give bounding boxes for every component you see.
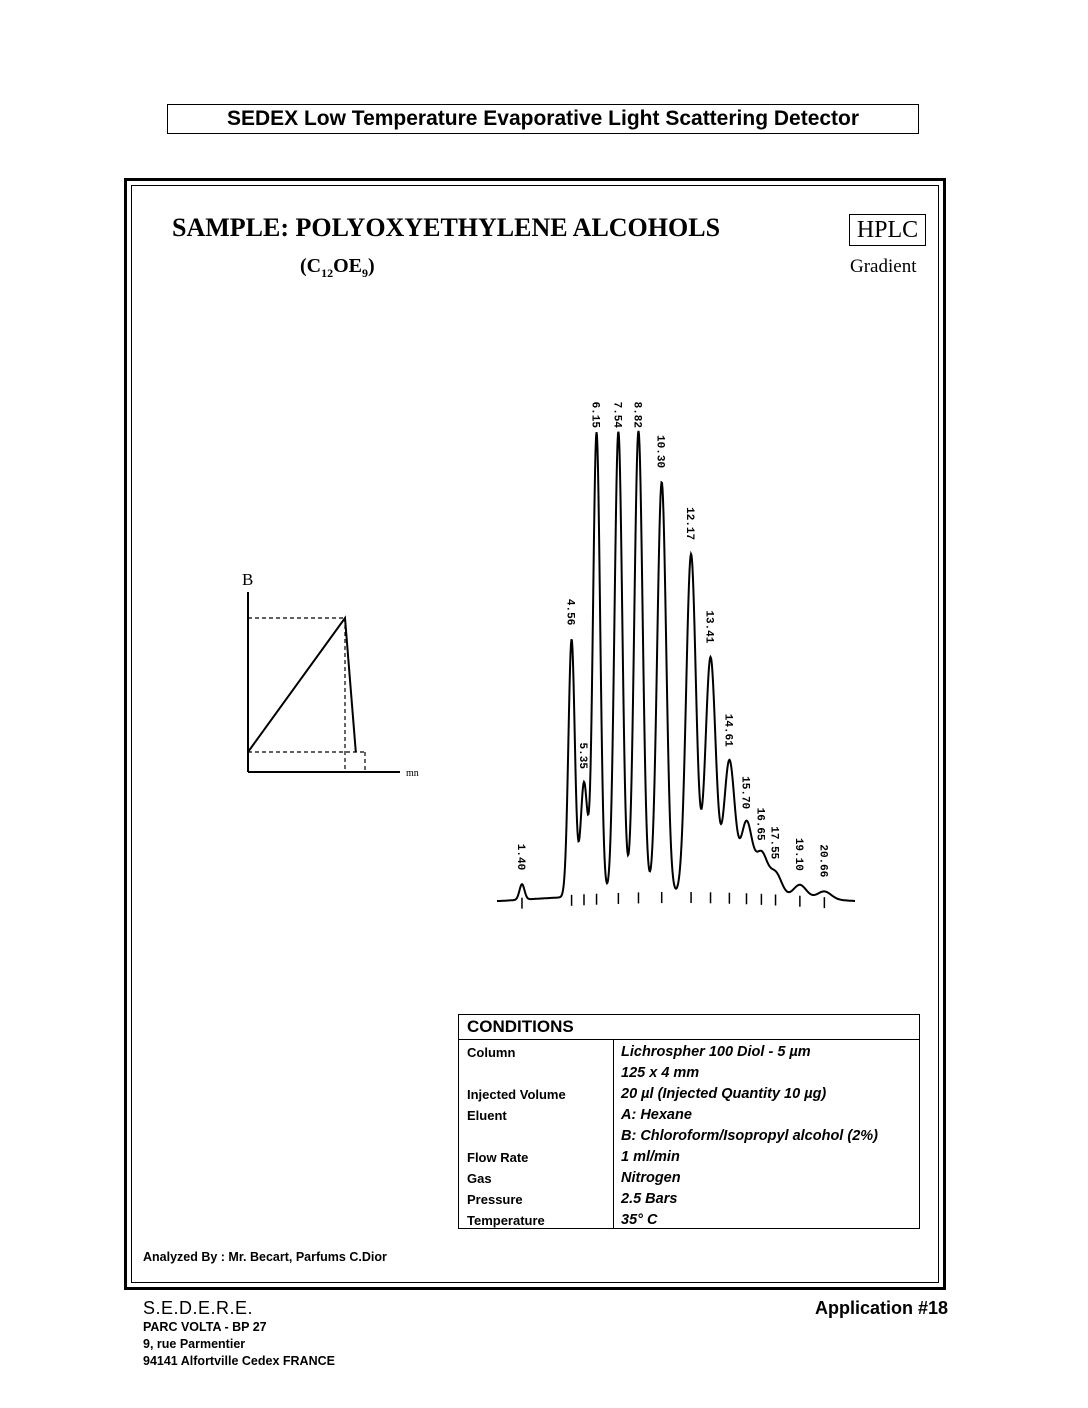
condition-label: Flow Rate	[467, 1150, 529, 1165]
condition-value: 125 x 4 mm	[621, 1065, 700, 1081]
condition-label: Eluent	[467, 1108, 507, 1123]
peak-retention-label: 4.56	[563, 598, 576, 626]
conditions-row	[459, 1147, 919, 1168]
condition-value: 2.5 Bars	[621, 1191, 678, 1207]
chromatogram-trace	[497, 431, 855, 901]
conditions-row	[459, 1210, 919, 1231]
sample-formula: $(C_{12}OE_9)$	[300, 255, 375, 280]
gradient-profile-line	[248, 618, 356, 752]
condition-value: Nitrogen	[621, 1170, 681, 1186]
condition-value: 1 ml/min	[621, 1149, 680, 1165]
condition-label: Injected Volume	[467, 1087, 566, 1102]
condition-value: B: Chloroform/Isopropyl alcohol (2%)	[621, 1128, 878, 1144]
condition-value: 20 µl (Injected Quantity 10 µg)	[621, 1086, 827, 1102]
peak-retention-label: 5.35	[575, 742, 588, 769]
application-number: Application #18	[814, 1298, 948, 1318]
gradient-mode-label: Gradient	[850, 256, 917, 277]
address-line: 9, rue Parmentier	[143, 1337, 246, 1351]
conditions-row	[459, 1105, 919, 1126]
peak-retention-label: 14.61	[721, 713, 734, 747]
gradient-y-axis-label: B	[242, 570, 254, 589]
conditions-row	[459, 1063, 919, 1084]
peak-retention-label: 6.15	[588, 401, 601, 428]
peak-retention-label: 15.70	[738, 776, 751, 810]
company-name: S.E.D.E.R.E.	[143, 1298, 254, 1318]
address-line: 94141 Alfortville Cedex FRANCE	[143, 1354, 335, 1368]
condition-label: Column	[467, 1045, 516, 1060]
peak-retention-label: 13.41	[702, 610, 715, 644]
document-header-title: SEDEX Low Temperature Evaporative Light Scattering Detector	[167, 104, 919, 134]
peak-retention-label: 7.54	[610, 401, 623, 428]
sample-title: SAMPLE: POLYOXYETHYLENE ALCOHOLS	[172, 213, 721, 242]
conditions-row	[459, 1189, 919, 1210]
conditions-row	[459, 1126, 919, 1147]
conditions-row	[459, 1042, 919, 1063]
hplc-badge: HPLC	[849, 214, 926, 246]
condition-value: A: Hexane	[621, 1107, 692, 1123]
condition-label: Temperature	[467, 1213, 545, 1228]
conditions-row	[459, 1084, 919, 1105]
conditions-row	[459, 1168, 919, 1189]
condition-label: Gas	[467, 1171, 492, 1186]
peak-retention-label: 12.17	[683, 507, 696, 541]
peak-retention-label: 17.55	[767, 826, 780, 860]
peak-retention-label: 16.65	[753, 807, 766, 841]
gradient-sketch	[242, 570, 419, 779]
peak-retention-label: 19.10	[791, 837, 804, 871]
conditions-table	[458, 1014, 920, 1229]
peak-retention-label: 10.30	[653, 435, 666, 469]
peak-retention-label: 8.82	[630, 401, 643, 428]
condition-label: Pressure	[467, 1192, 523, 1207]
peak-retention-label: 20.66	[816, 844, 829, 878]
chromatogram	[497, 402, 855, 909]
analyzed-by: Analyzed By : Mr. Becart, Parfums C.Dior	[143, 1250, 387, 1264]
peak-retention-label: 1.40	[513, 843, 526, 871]
address-line: PARC VOLTA - BP 27	[143, 1320, 267, 1334]
condition-value: Lichrospher 100 Diol - 5 µm	[621, 1044, 811, 1060]
conditions-title: CONDITIONS	[459, 1015, 919, 1040]
gradient-x-axis-label: mn	[406, 768, 419, 779]
condition-value: 35° C	[621, 1212, 658, 1228]
